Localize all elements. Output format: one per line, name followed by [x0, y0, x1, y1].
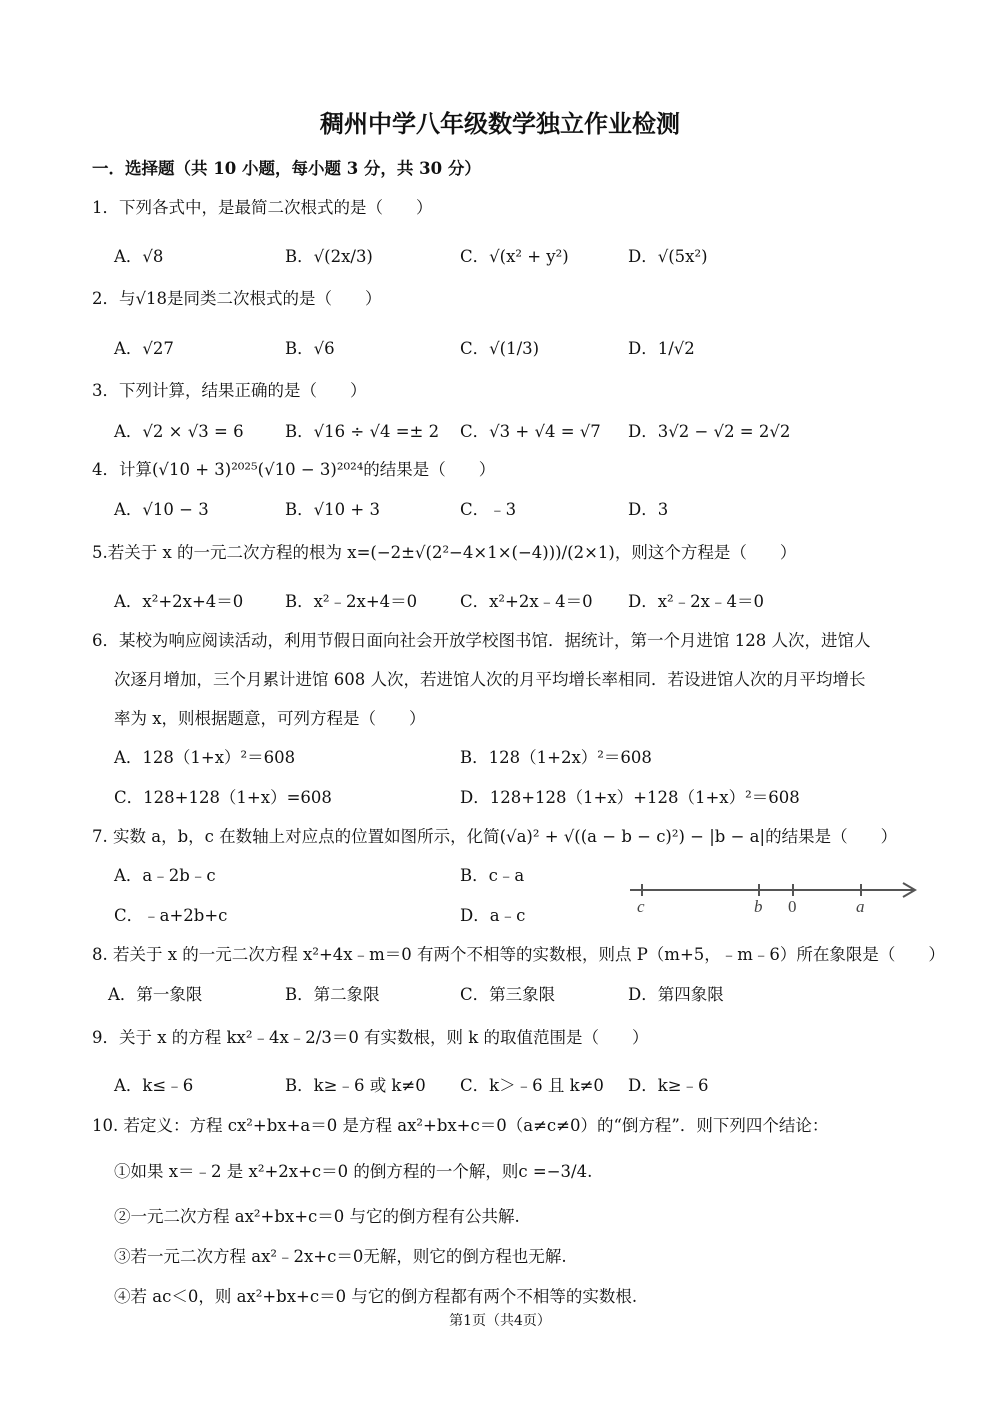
label-zero: 0 [788, 897, 797, 916]
section-heading: 一．选择题（共 10 小题，每小题 3 分，共 30 分） [92, 159, 481, 178]
question-7-stem: 7. 实数 a，b，c 在数轴上对应点的位置如图所示，化简(√a)² + √((a − b − c)²) − |b − a|的结果是（ ） [92, 827, 898, 846]
q9-option-b: B．k≥﹣6 或 k≠0 [285, 1076, 426, 1095]
q5-option-a: A．x²+2x+4＝0 [114, 592, 244, 611]
q3-option-b: B．√16 ÷ √4 =± 2 [285, 422, 440, 441]
q10-conclusion-4: ④若 ac＜0，则 ax²+bx+c＝0 与它的倒方程都有两个不相等的实数根. [114, 1287, 638, 1306]
question-4-stem: 4．计算(√10 + 3)²⁰²⁵(√10 − 3)²⁰²⁴的结果是（ ） [92, 460, 496, 479]
q8-option-b: B．第二象限 [285, 985, 380, 1004]
q1-option-d: D．√(5x²) [628, 247, 708, 266]
page-title: 稠州中学八年级数学独立作业检测 [320, 109, 680, 138]
label-c: c [637, 897, 645, 916]
q9-option-a: A．k≤﹣6 [114, 1076, 194, 1095]
q6-option-c: C．128+128（1+x）=608 [114, 788, 332, 807]
q2-option-c: C．√(1/3) [460, 339, 540, 358]
label-b: b [754, 897, 763, 916]
question-8-stem: 8. 若关于 x 的一元二次方程 x²+4x﹣m＝0 有两个不相等的实数根，则点 P（m+5，﹣m﹣6）所在象限是（ ） [92, 945, 945, 964]
page-footer: 第1页（共4页） [449, 1313, 551, 1329]
q7-option-d: D．a﹣c [460, 906, 526, 925]
q4-option-c: C．﹣3 [460, 500, 517, 519]
q6-option-b: B．128（1+2x）²＝608 [460, 748, 652, 767]
q9-option-c: C．k＞﹣6 且 k≠0 [460, 1076, 604, 1095]
question-3-stem: 3．下列计算，结果正确的是（ ） [92, 381, 367, 400]
label-a: a [856, 897, 865, 916]
q10-conclusion-1: ①如果 x＝﹣2 是 x²+2x+c＝0 的倒方程的一个解，则c =−3/4. [114, 1162, 593, 1181]
q4-option-b: B．√10 + 3 [285, 500, 380, 519]
q6-option-d: D．128+128（1+x）+128（1+x）²＝608 [460, 788, 800, 807]
q3-option-c: C．√3 + √4 = √7 [460, 422, 601, 441]
q3-option-d: D．3√2 − √2 = 2√2 [628, 422, 791, 441]
q3-option-a: A．√2 × √3 = 6 [114, 422, 244, 441]
q5-option-b: B．x²﹣2x+4＝0 [285, 592, 418, 611]
q2-option-d: D．1/√2 [628, 339, 695, 358]
question-6-stem-line1: 6．某校为响应阅读活动，利用节假日面向社会开放学校图书馆．据统计，第一个月进馆 128 人次，进馆人 [92, 631, 871, 650]
q7-option-c: C．﹣a+2b+c [114, 906, 228, 925]
q7-option-a: A．a﹣2b﹣c [114, 866, 216, 885]
question-5-stem: 5.若关于 x 的一元二次方程的根为 x=(−2±√(2²−4×1×(−4)))/(2×1)，则这个方程是（ ） [92, 543, 797, 562]
q9-option-d: D．k≥﹣6 [628, 1076, 709, 1095]
question-10-stem: 10. 若定义：方程 cx²+bx+a＝0 是方程 ax²+bx+c＝0（a≠c≠0）的“倒方程”．则下列四个结论： [92, 1116, 829, 1135]
question-2-stem: 2．与√18是同类二次根式的是（ ） [92, 289, 382, 308]
q8-option-a: A．第一象限 [108, 985, 203, 1004]
q8-option-d: D．第四象限 [628, 985, 724, 1004]
q7-option-b: B．c﹣a [460, 866, 525, 885]
question-1-stem: 1．下列各式中，是最简二次根式的是（ ） [92, 198, 433, 217]
question-6-stem-line3: 率为 x，则根据题意，可列方程是（ ） [114, 709, 426, 728]
q8-option-c: C．第三象限 [460, 985, 556, 1004]
question-9-stem: 9．关于 x 的方程 kx²﹣4x﹣2/3＝0 有实数根，则 k 的取值范围是（ ） [92, 1028, 649, 1047]
q10-conclusion-3: ③若一元二次方程 ax²﹣2x+c＝0无解，则它的倒方程也无解. [114, 1247, 567, 1266]
q5-option-c: C．x²+2x﹣4＝0 [460, 592, 593, 611]
q1-option-c: C．√(x² + y²) [460, 247, 569, 266]
q10-conclusion-2: ②一元二次方程 ax²+bx+c＝0 与它的倒方程有公共解. [114, 1207, 520, 1226]
q1-option-a: A．√8 [114, 247, 164, 266]
q6-option-a: A．128（1+x）²＝608 [114, 748, 296, 767]
number-line-figure [625, 872, 925, 920]
q2-option-a: A．√27 [114, 339, 174, 358]
q2-option-b: B．√6 [285, 339, 335, 358]
q4-option-d: D．3 [628, 500, 669, 519]
q5-option-d: D．x²﹣2x﹣4＝0 [628, 592, 764, 611]
question-6-stem-line2: 次逐月增加，三个月累计进馆 608 人次，若进馆人次的月平均增长率相同．若设进馆人次的月平均增长 [114, 670, 866, 689]
q1-option-b: B．√(2x/3) [285, 247, 373, 266]
q4-option-a: A．√10 − 3 [114, 500, 209, 519]
